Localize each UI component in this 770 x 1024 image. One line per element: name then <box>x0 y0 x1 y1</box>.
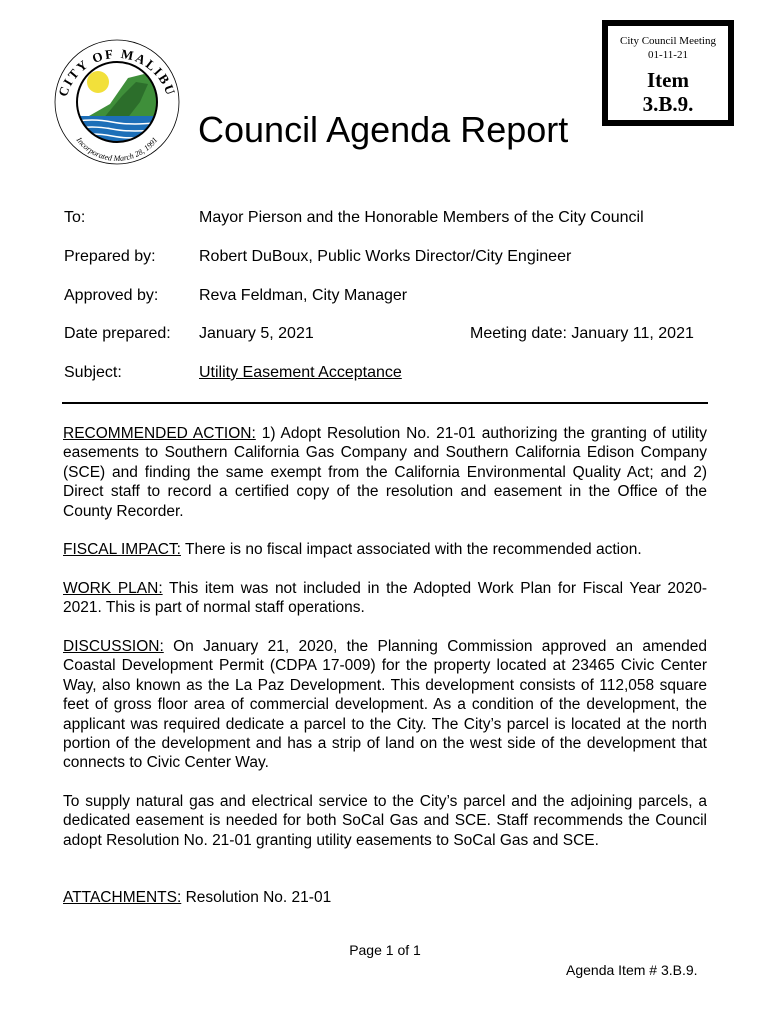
prepared-by-value: Robert DuBoux, Public Works Director/City Engineer <box>199 248 572 265</box>
seal-top-text: CITY OF MALIBU <box>55 46 179 99</box>
discussion-heading: DISCUSSION: <box>63 638 164 655</box>
footer-agenda-item: Agenda Item # 3.B.9. <box>566 962 698 978</box>
discussion-section <box>63 637 707 773</box>
fiscal-impact-text: There is no fiscal impact associated with the recommended action. <box>181 541 642 558</box>
approved-by-label: Approved by: <box>64 287 159 304</box>
city-seal-logo <box>52 30 182 170</box>
fiscal-impact-section <box>63 540 707 559</box>
header-divider <box>62 402 708 404</box>
discussion-text: On January 21, 2020, the Planning Commission approved an amended Coastal Development Permit (CDPA 17-009) for the property located at 23465 Civic Center Way, also known as the La Paz Development. This development consists of 112,058 square feet of gross floor area of commercial development. As a condition of the development, the applicant was required dedicate a parcel to the City. The City’s parcel is located at the north portion of the development and has a strip of land on the west side of the development that connects to Civic Center Way. <box>63 638 707 772</box>
date-prepared-label: Date prepared: <box>64 325 171 342</box>
page-number: Page 1 of 1 <box>349 942 421 958</box>
meeting-date: Meeting date: January 11, 2021 <box>470 325 694 342</box>
seal-bottom-text: Incorporated March 28, 1991 <box>74 135 160 163</box>
recommended-action-heading: RECOMMENDED ACTION: <box>63 425 256 442</box>
meeting-label: City Council Meeting <box>620 35 716 47</box>
to-value: Mayor Pierson and the Honorable Members of the City Council <box>199 209 644 226</box>
work-plan-text: This item was not included in the Adopted Work Plan for Fiscal Year 2020-2021. This is part of normal staff operations. <box>63 580 708 617</box>
prepared-by-label: Prepared by: <box>64 248 156 265</box>
agenda-item-box <box>602 20 734 126</box>
attachments-heading: ATTACHMENTS: <box>63 889 182 906</box>
page-title: Council Agenda Report <box>198 109 569 150</box>
work-plan-section <box>63 579 707 618</box>
recommended-action-text: 1) Adopt Resolution No. 21-01 authorizing the granting of utility easements to Southern California Gas Company and Southern California Edison Company (SCE) and finding the same exempt from the California Environmental Quality Act; and 2) Direct staff to record a certified copy of the resolution and easement in the Office of the County Recorder. <box>63 425 707 520</box>
to-label: To: <box>64 209 86 226</box>
date-prepared-value: January 5, 2021 <box>199 325 314 342</box>
item-number: 3.B.9. <box>642 92 694 116</box>
attachments-section <box>63 888 707 907</box>
item-word: Item <box>647 68 689 92</box>
subject-value: Utility Easement Acceptance <box>199 364 402 381</box>
work-plan-heading: WORK PLAN: <box>63 580 163 597</box>
attachments-text: Resolution No. 21-01 <box>181 889 332 906</box>
subject-label: Subject: <box>64 364 122 381</box>
fiscal-impact-heading: FISCAL IMPACT: <box>63 541 181 558</box>
recommended-action-section <box>63 424 707 521</box>
approved-by-value: Reva Feldman, City Manager <box>199 287 408 304</box>
meeting-date-box: 01-11-21 <box>648 49 688 61</box>
discussion-paragraph-2: To supply natural gas and electrical service to the City’s parcel and the adjoining parcels, a dedicated easement is needed for both SoCal Gas and SCE. Staff recommends the Council adopt Resolution No. 21-01 granting utility easements to SoCal Gas and SCE. <box>63 793 707 849</box>
